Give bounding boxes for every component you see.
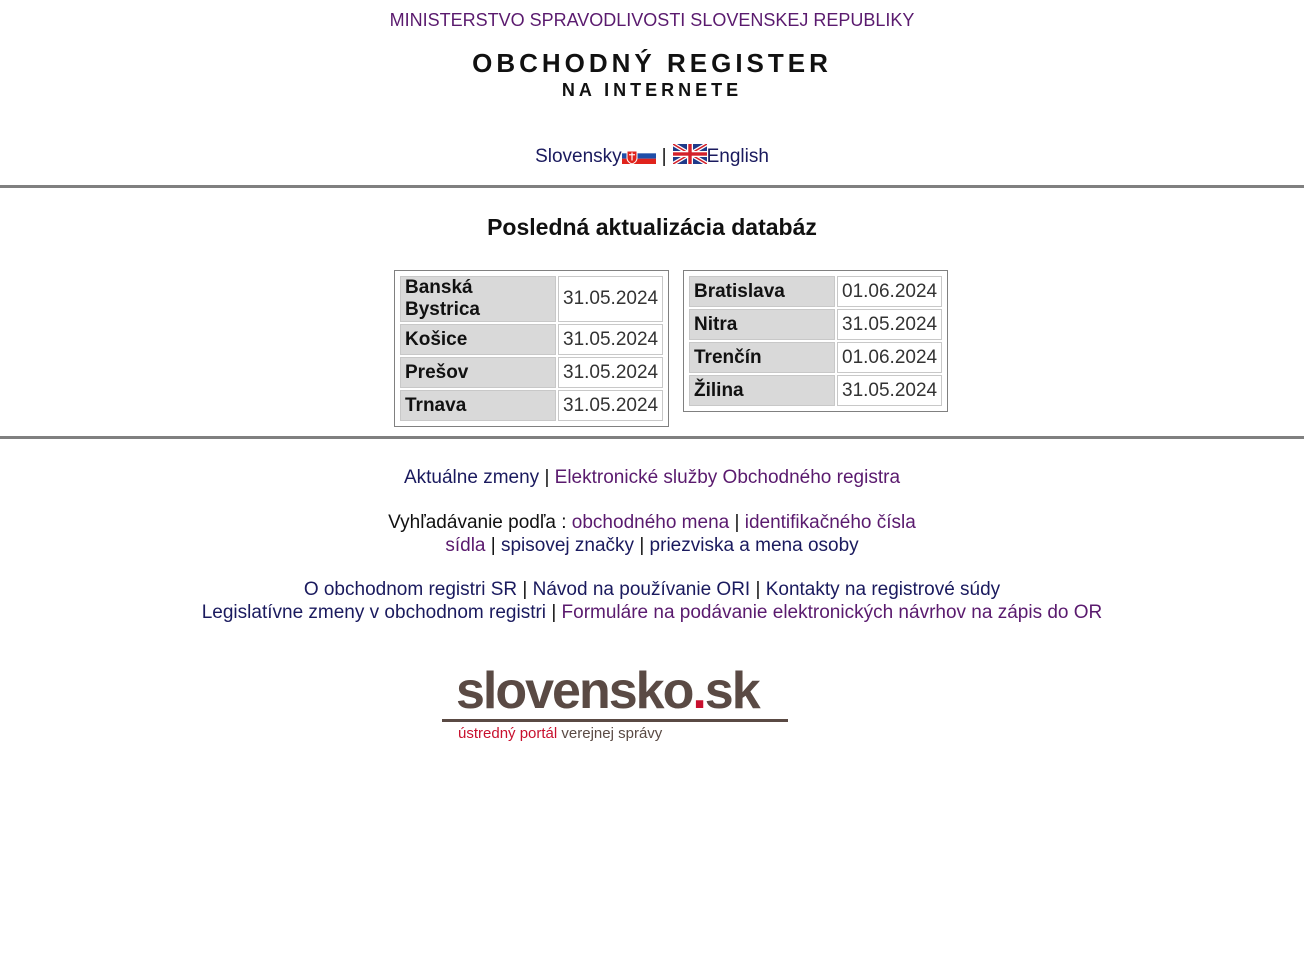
city-name: Nitra [689,309,835,340]
update-date: 31.05.2024 [558,324,663,355]
table-row [400,390,663,421]
page-title: OBCHODNÝ REGISTER [472,48,832,78]
search-by-person-link[interactable]: priezviska a mena osoby [649,535,859,556]
table-row [400,276,663,322]
forms-link[interactable]: Formuláre na podávanie elektronických návrhov na zápis do OR [561,602,1103,623]
update-date: 31.05.2024 [558,390,663,421]
table-row [689,276,942,307]
language-switcher [0,144,1304,168]
link-separator: | [551,602,557,623]
lang-slovak-label: Slovensky [535,146,622,167]
top-divider [0,185,1304,188]
changes-link[interactable]: Aktuálne zmeny [403,467,540,488]
search-by-seat-link[interactable]: sídla [445,535,486,556]
city-name: Prešov [400,357,556,388]
page-subtitle: NA INTERNETE [561,80,743,100]
contacts-link[interactable]: Kontakty na registrové súdy [765,579,1001,600]
city-name: Trnava [400,390,556,421]
info-links [0,578,1304,624]
logo-underline [442,719,788,722]
link-separator: | [639,535,645,556]
link-separator: | [755,579,761,600]
search-by-name-link[interactable]: obchodného mena [571,512,730,533]
search-by-id-link[interactable]: identifikačného čísla [744,512,916,533]
uk-flag-icon [673,144,707,164]
update-date: 01.06.2024 [837,342,942,373]
table-row [689,342,942,373]
link-separator: | [522,579,528,600]
eservices-link[interactable]: Elektronické služby Obchodného registra [554,467,901,488]
city-name: Bratislava [689,276,835,307]
logo-tagline: ústredný portál verejnej správy [458,725,663,742]
city-name: Košice [400,324,556,355]
manual-link[interactable]: Návod na používanie ORI [532,579,751,600]
bottom-divider [0,436,1304,439]
table-row [400,324,663,355]
lang-separator: | [661,146,667,167]
updates-table-right [683,270,948,412]
city-name: Trenčín [689,342,835,373]
legislation-link[interactable]: Legislatívne zmeny v obchodnom registri [201,602,547,623]
search-links [0,511,1304,557]
update-date: 01.06.2024 [837,276,942,307]
search-by-file-link[interactable]: spisovej značky [500,535,635,556]
update-date: 31.05.2024 [837,375,942,406]
table-row [400,357,663,388]
lang-english-link[interactable] [673,146,769,167]
slovensko-sk-logo[interactable] [442,662,788,746]
update-date: 31.05.2024 [558,276,663,322]
slovak-flag-icon [622,148,656,164]
lang-slovak-link[interactable] [535,146,656,167]
about-link[interactable]: O obchodnom registri SR [303,579,518,600]
main-links [0,466,1304,489]
logo-wordmark: slovensko.sk [456,662,759,720]
city-name: Banská Bystrica [400,276,556,322]
updates-table-left [394,270,669,427]
search-prefix: Vyhľadávanie podľa : [388,512,567,533]
update-date: 31.05.2024 [558,357,663,388]
table-row [689,375,942,406]
table-row [689,309,942,340]
updates-title: Posledná aktualizácia databáz [487,214,817,240]
link-separator: | [490,535,496,556]
lang-english-label: English [706,146,769,167]
ministry-name: MINISTERSTVO SPRAVODLIVOSTI SLOVENSKEJ REPUBLIKY [389,10,915,30]
city-name: Žilina [689,375,835,406]
link-separator: | [544,467,550,488]
update-date: 31.05.2024 [837,309,942,340]
link-separator: | [734,512,740,533]
